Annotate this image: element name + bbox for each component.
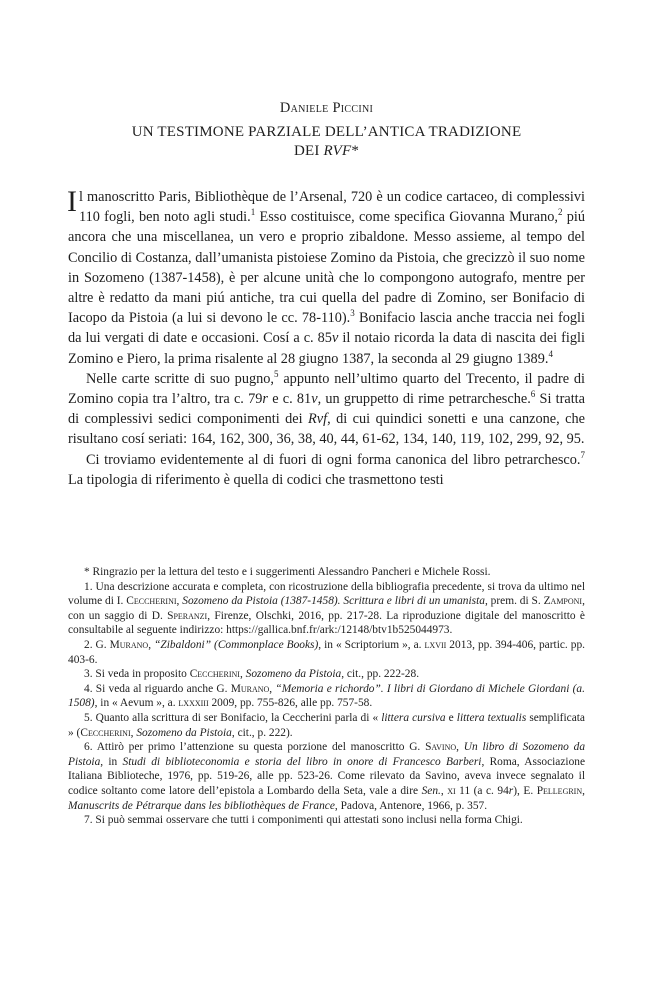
body-paragraph-3: [68, 450, 585, 490]
text-run: 2. G.: [84, 638, 110, 651]
title-line-1: UN TESTIMONE PARZIALE DELL’ANTICA TRADIZIONE: [131, 124, 522, 140]
italic-run: Sen.: [421, 784, 441, 797]
italic-run: “Memoria e richordo”. I libri di Giordano di Michele Giordani (a. 1508): [68, 682, 585, 710]
italic-run: littera cursiva: [381, 711, 446, 724]
text-run: e c. 81: [267, 391, 312, 408]
text-run: ,: [130, 726, 137, 739]
footnote-ref-3[interactable]: 3: [350, 308, 355, 319]
roman-numeral-smallcaps: lxvii: [424, 638, 447, 651]
author-smallcaps: Zamponi: [543, 595, 583, 608]
text-run: ,: [239, 668, 246, 681]
text-run: , con un saggio di D.: [68, 595, 585, 622]
author-smallcaps: Speranzi: [167, 609, 208, 622]
text-run: 2009, pp. 755-826, alle pp. 757-58.: [208, 697, 373, 710]
author-smallcaps: Ceccherini: [80, 726, 131, 739]
text-run: ,: [176, 595, 183, 608]
text-run: Si tratta di complessivi sedici componimenti dei: [68, 391, 586, 428]
author-smallcaps: Ceccherini: [189, 668, 240, 681]
article-title: [68, 123, 585, 161]
footnotes: [68, 565, 585, 828]
italic-run: Sozomeno da Pistoia (1387-1458). Scrittura e libri di un umanista: [182, 595, 485, 608]
text-run: 2013, pp. 394-406, partic. pp. 403-6.: [68, 638, 586, 666]
text-run: ), E.: [513, 784, 537, 797]
footnote-star: * Ringrazio per la lettura del testo e i suggerimenti Alessandro Pancheri e Michele Rossi.: [84, 566, 491, 578]
italic-run: Sozomeno da Pistoia: [136, 726, 232, 739]
text-run: ,: [269, 682, 276, 695]
text-run: 1. Una descrizione accurata e completa, con ricostruzione della bibliografia precedente, si trova da ultimo nel volume di I.: [68, 580, 585, 608]
footnote-ref-2[interactable]: 2: [557, 207, 563, 218]
text-run: La tipologia di riferimento è quella di codici che trasmettono testi: [68, 471, 444, 488]
footnote-ref-7[interactable]: 7: [580, 449, 585, 460]
text-run: ,: [148, 638, 155, 651]
italic-run: v: [311, 391, 318, 408]
body-paragraph-1: [68, 187, 585, 369]
title-line-2-prefix: DEI: [293, 143, 324, 159]
italic-run: Rvf: [308, 411, 328, 428]
italic-run: r: [508, 784, 514, 797]
footnote-ref-1[interactable]: 1: [250, 207, 256, 218]
title-line-2-italic: RVF: [323, 143, 352, 159]
footnote-2: [68, 638, 585, 667]
author-smallcaps: Ceccherini: [126, 595, 177, 608]
italic-run: “Zibaldoni” (Commonplace Books): [154, 638, 319, 651]
text-run: ,: [582, 784, 585, 797]
footnote-ref-6[interactable]: 6: [530, 389, 536, 400]
text-run: Bonifacio lascia anche traccia nei fogli da lui vergati di date e occasioni. Cosí a c. 85: [68, 310, 585, 347]
footnote-7: 7. Si può semmai osservare che tutti i componimenti qui attestati sono inclusi nella forma Chigi.: [84, 814, 523, 827]
text-run: , in « Scriptorium », a.: [318, 638, 425, 651]
author-smallcaps: Pellegrin: [536, 784, 583, 797]
text-run: Esso costituisce, come specifica Giovanna Murano,: [255, 209, 558, 226]
text-run: 6. Attirò per primo l’attenzione su questa porzione del manoscritto G.: [84, 741, 426, 754]
roman-numeral-smallcaps: lxxxiii: [178, 697, 209, 710]
author-smallcaps: Savino: [425, 741, 457, 754]
text-run: 5. Quanto alla scrittura di ser Bonifacio, la Ceccherini parla di «: [84, 711, 382, 724]
footnote-1: [68, 580, 585, 638]
text-run: , Padova, Antenore, 1966, p. 357.: [334, 799, 488, 812]
footnote-ref-4[interactable]: 4: [548, 348, 553, 359]
text-run: , un gruppetto di rime petrarchesche.: [317, 391, 531, 408]
text-run: 3. Si veda in proposito: [84, 668, 190, 681]
text-run: semplificata » (: [68, 711, 585, 739]
italic-run: Sozomeno da Pistoia: [245, 668, 342, 681]
footnote-6: [68, 740, 585, 813]
text-run: , di cui quindici sonetti e una canzone, che risultano cosí seriati: 164, 162, 300, 36, 38, 40, 44, 61-62, 134, 140, 119, 102, 299, 92, 95.: [68, 411, 585, 448]
text-run: Ci troviamo evidentemente al di fuori di ogni forma canonica del libro petrarchesco.: [86, 451, 581, 468]
italic-run: Studi di biblioteconomia e storia del libro in onore di Francesco Barberi: [122, 755, 482, 768]
text-run: ,: [440, 784, 448, 797]
italic-run: littera textualis: [456, 711, 527, 724]
author-name: Daniele Piccini: [279, 100, 374, 116]
author-smallcaps: Murano: [109, 638, 149, 651]
text-run: , prem. di S.: [484, 595, 544, 608]
italic-run: Manuscrits de Pétrarque dans les bibliothèques de France: [68, 799, 335, 812]
text-run: , Firenze, Olschki, 2016, pp. 217-28. La riproduzione digitale del manoscritto è consultabile al seguente indirizzo: https://gallica.bnf.fr/ark:/12148/btv1b525044973.: [68, 609, 585, 637]
text-run: ,: [456, 741, 464, 754]
body-paragraph-2: [68, 369, 585, 450]
text-run: 11 (a c. 94: [455, 784, 509, 797]
text-run: , in: [100, 755, 123, 768]
text-run: , cit., pp. 222-28.: [341, 668, 420, 681]
footnote-ref-5[interactable]: 5: [274, 369, 279, 380]
text-run: il notaio ricorda la data di nascita dei figli Zomino e Piero, la prima risalente al 28 giugno 1387, la seconda al 29 giugno 1389.: [68, 330, 586, 367]
text-run: , in « Aevum », a.: [94, 697, 179, 710]
text-run: Nelle carte scritte di suo pugno,: [86, 370, 275, 387]
text-run: l manoscritto Paris, Bibliothèque de l’Arsenal, 720 è un codice cartaceo, di complessivi 110 fogli, ben noto agli studi.: [79, 189, 585, 226]
footnote-5: [68, 711, 585, 740]
text-run: e: [445, 711, 457, 724]
text-run: 4. Si veda al riguardo anche G.: [84, 682, 231, 695]
text-run: , Roma, Associazione Italiana Biblioteche, 1976, pp. 519-26, alle pp. 523-26. Come rilevato da Savino, aveva invece segnalato il codice soltanto come latore dell’epistola a Lombardo della Seta, vale a dire: [68, 755, 586, 797]
drop-cap: I: [67, 185, 77, 218]
text-run: , cit., p. 222).: [231, 726, 293, 739]
italic-run: v: [331, 330, 339, 347]
footnote-4: [68, 682, 585, 711]
text-run: piú ancora che una miscellanea, un vero e proprio zibaldone. Messo assieme, al tempo del Concilio di Costanza, dall’umanista pistoiese Zomino da Pistoia, che grecizzò il suo nome in Sozomeno (1387-1458), è per alcune unità che lo compongono autografo, mentre per altre è redatto da mani piú antiche, tra cui quella del padre di Zomino, ser Bonifacio di Iacopo da Pistoia (a lui si devono le cc. 78-110).: [68, 209, 585, 327]
text-run: appunto nell’ultimo quarto del Trecento, il padre di Zomino copia tra l’altro, tra c. 79: [68, 370, 585, 408]
footnote-3: [68, 667, 585, 682]
title-footnote-mark: *: [351, 143, 360, 159]
roman-numeral-smallcaps: xi: [447, 784, 456, 797]
author-smallcaps: Murano: [230, 682, 270, 695]
italic-run: r: [262, 391, 268, 408]
article-body: [68, 187, 585, 490]
italic-run: Un libro di Sozomeno da Pistoia: [68, 741, 586, 768]
